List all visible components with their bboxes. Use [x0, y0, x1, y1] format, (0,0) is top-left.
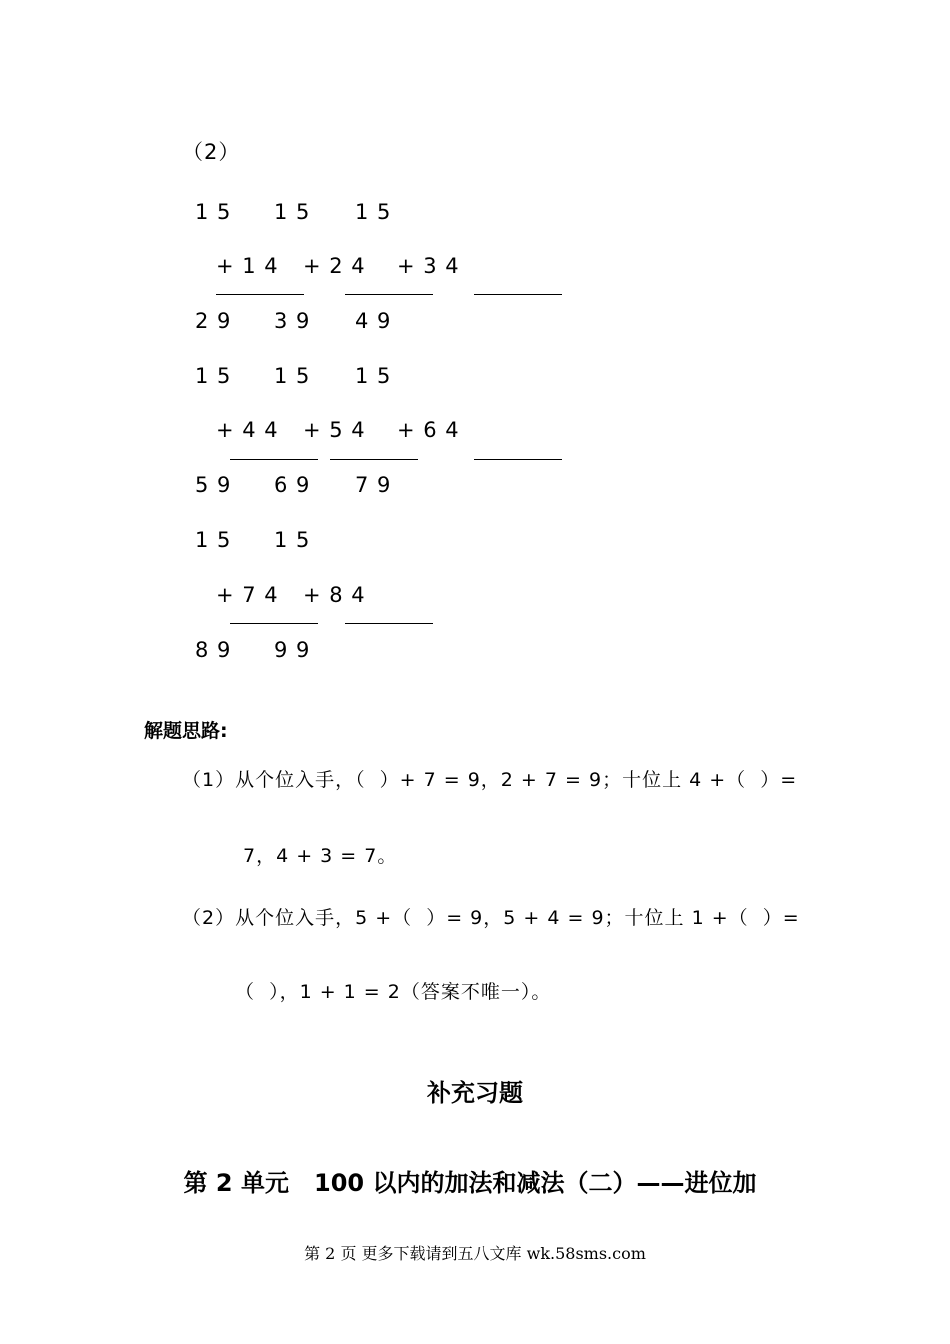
row2-answer-line-3: [474, 459, 562, 460]
solution-heading: 解题思路:: [144, 720, 228, 742]
row2-addend-1: + 4 4: [216, 418, 279, 442]
row2-sum-3: 7 9: [355, 473, 392, 497]
row1-sum-3: 4 9: [355, 309, 392, 333]
row2-sum-2: 6 9: [274, 473, 311, 497]
row1-answer-line-2: [345, 294, 433, 295]
row1-answer-line-3: [474, 294, 562, 295]
row3-addend-1: + 7 4: [216, 583, 279, 607]
row1-addend-2: + 2 4: [303, 254, 366, 278]
row1-sum-1: 2 9: [195, 309, 232, 333]
supplement-title: 补充习题: [427, 1079, 523, 1107]
row1-top-3: 1 5: [355, 200, 392, 224]
unit-title: 第 2 单元 100 以内的加法和减法（二）——进位加: [183, 1169, 757, 1197]
row1-addend-1: + 1 4: [216, 254, 279, 278]
part-label: （2）: [182, 140, 241, 164]
row3-answer-line-2: [345, 623, 433, 624]
row3-sum-2: 9 9: [274, 638, 311, 662]
row2-addend-3: + 6 4: [397, 418, 460, 442]
row2-sum-1: 5 9: [195, 473, 232, 497]
solution-part2-line2: （ ），1 + 1 = 2（答案不唯一）。: [235, 981, 552, 1003]
row2-answer-line-2: [330, 459, 418, 460]
row3-sum-1: 8 9: [195, 638, 232, 662]
row1-top-2: 1 5: [274, 200, 311, 224]
row1-sum-2: 3 9: [274, 309, 311, 333]
row2-top-2: 1 5: [274, 364, 311, 388]
row3-top-1: 1 5: [195, 528, 232, 552]
page-footer: 第 2 页 更多下载请到五八文库 wk.58sms.com: [304, 1244, 646, 1263]
solution-part1-line2: 7，4 + 3 = 7。: [243, 845, 398, 867]
row2-top-1: 1 5: [195, 364, 232, 388]
row1-addend-3: + 3 4: [397, 254, 460, 278]
solution-part2-line1: （2）从个位入手，5 +（ ）= 9，5 + 4 = 9；十位上 1 +（ ）=: [182, 907, 800, 929]
row2-top-3: 1 5: [355, 364, 392, 388]
row1-answer-line-1: [216, 294, 304, 295]
solution-part1-line1: （1）从个位入手，（ ）+ 7 = 9，2 + 7 = 9；十位上 4 +（ ）=: [182, 769, 798, 791]
row3-answer-line-1: [230, 623, 318, 624]
row3-addend-2: + 8 4: [303, 583, 366, 607]
row2-answer-line-1: [230, 459, 318, 460]
row3-top-2: 1 5: [274, 528, 311, 552]
row1-top-1: 1 5: [195, 200, 232, 224]
row2-addend-2: + 5 4: [303, 418, 366, 442]
